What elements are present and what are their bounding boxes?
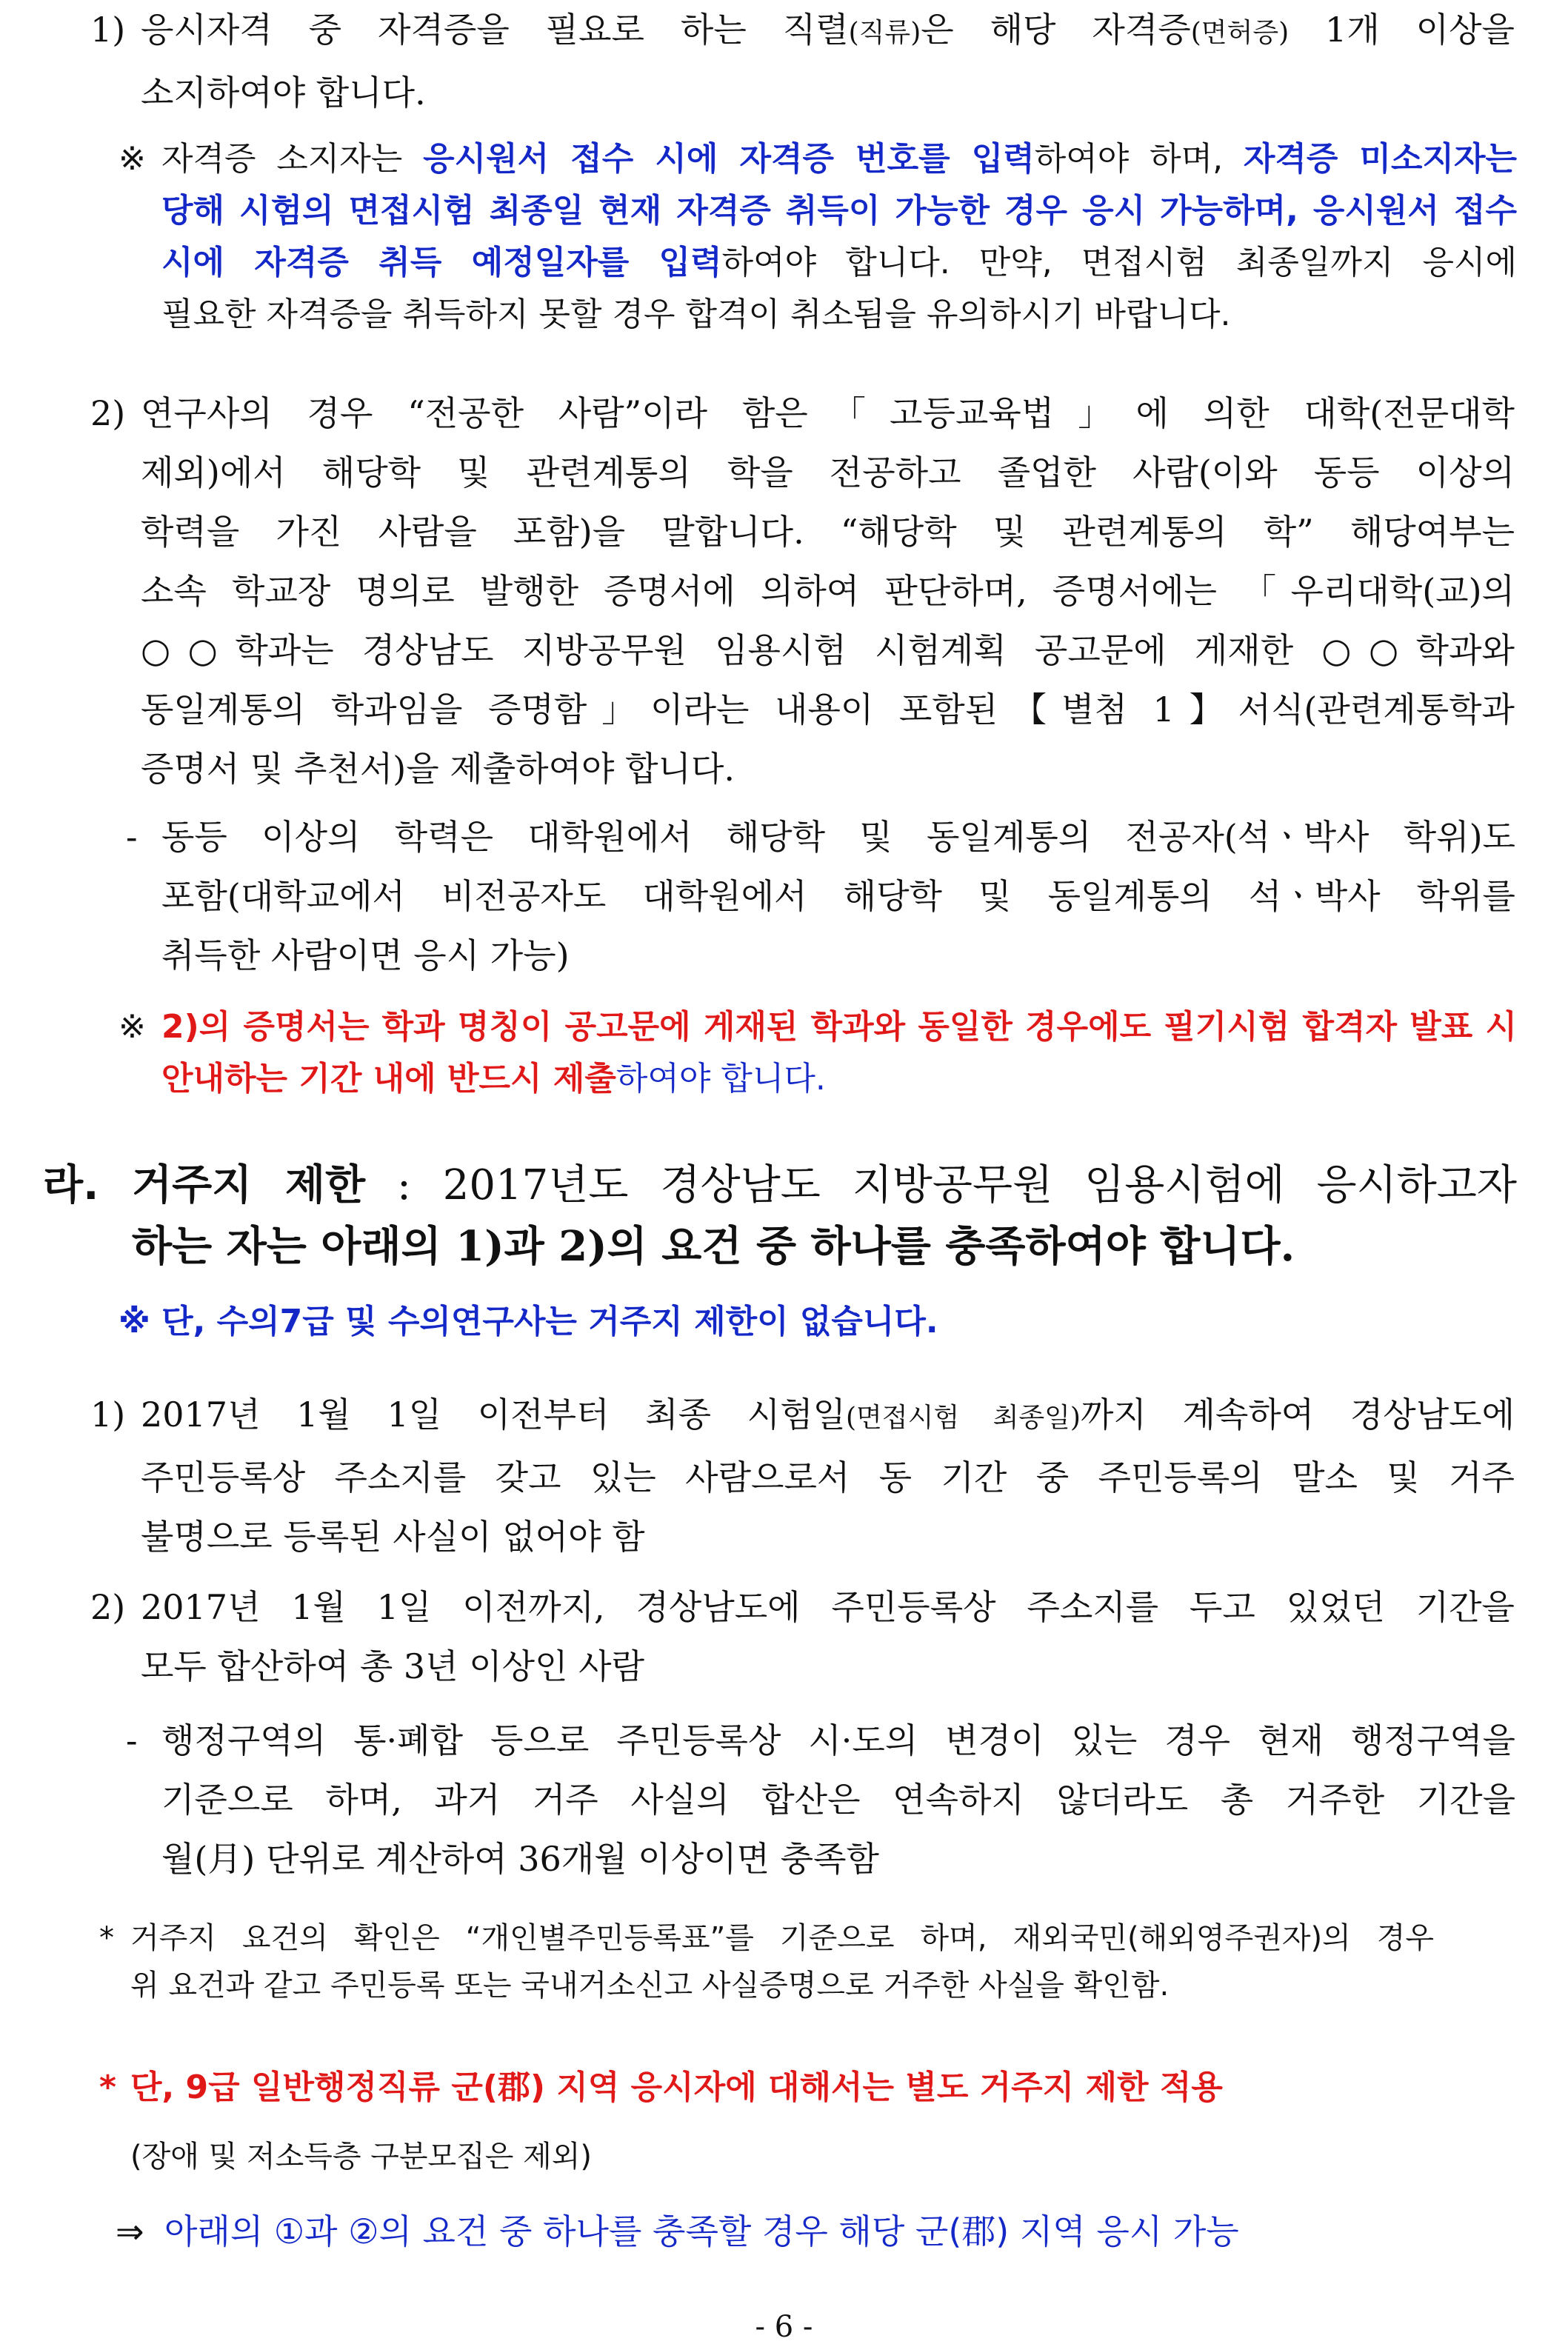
- item2-sub-line-1: 동등 이상의 학력은 대학원에서 해당학 및 동일계통의 전공자(석ㆍ박사 학위)도: [161, 817, 1515, 857]
- note1-line-2: 당해 시험의 면접시험 최종일 현재 자격증 취득이 가능한 경우 응시 가능하며, 응시원서 접수: [161, 192, 1517, 230]
- note1-mark: ※: [119, 140, 146, 178]
- item1-paragraph: [141, 0, 1515, 122]
- item2-line-7: 증명서 및 추천서)을 제출하여야 합니다.: [141, 749, 735, 789]
- item2-line-4: 소속 학교장 명의로 발행한 증명서에 의하여 판단하며, 증명서에는 「우리대학(교)의: [141, 571, 1515, 611]
- section-ra-note: ※ 단, 수의7급 및 수의연구사는 거주지 제한이 없습니다.: [119, 1303, 938, 1340]
- res2-paragraph: [141, 1577, 1515, 1696]
- note2-line-1: 2)의 증명서는 학과 명칭이 공고문에 게재된 학과와 동일한 경우에도 필기시험 합격자 발표 시: [161, 1008, 1517, 1046]
- item1-line-2: 소지하여야 합니다.: [141, 73, 426, 113]
- item1-line-1: 응시자격 중 자격증을 필요로 하는 직렬(직류)은 해당 자격증(면허증) 1개 이상을: [141, 10, 1515, 50]
- res1-line-1: 2017년 1월 1일 이전부터 최종 시험일(면접시험 최종일)까지 계속하여 경상남도에: [141, 1395, 1515, 1435]
- res1-line-3: 불명으로 등록된 사실이 없어야 함: [141, 1517, 645, 1557]
- item2-number: 2): [90, 393, 126, 433]
- item2-sub-line-3: 취득한 사람이면 응시 가능): [161, 935, 570, 975]
- res2-line-2: 모두 합산하여 총 3년 이상인 사람: [141, 1646, 645, 1686]
- res2-number: 2): [90, 1587, 126, 1627]
- section-ra-heading-line-2: 하는 자는 아래의 1)과 2)의 요건 중 하나를 충족하여야 합니다.: [132, 1222, 1295, 1271]
- item2-line-6: 동일계통의 학과임을 증명함」이라는 내용이 포함된【별첨 1】서식(관련계통학과: [141, 689, 1515, 729]
- note1-line-4: 필요한 자격증을 취득하지 못할 경우 합격이 취소됨을 유의하시기 바랍니다.: [161, 295, 1231, 333]
- star2-line-1: 단, 9급 일반행정직류 군(郡) 지역 응시자에 대해서는 별도 거주지 제한 적용: [130, 2068, 1223, 2106]
- note2-paragraph: [161, 1001, 1517, 1105]
- res2-sub-dash: -: [126, 1720, 138, 1760]
- res1-paragraph: [141, 1385, 1515, 1566]
- note1-paragraph: [161, 133, 1517, 341]
- item2-line-2: 제외)에서 해당학 및 관련계통의 학을 전공하고 졸업한 사람(이와 동등 이상의: [141, 453, 1515, 492]
- item2-sub-dash: -: [126, 817, 138, 857]
- note1-line-3: 시에 자격증 취득 예정일자를 입력하여야 합니다. 만약, 면접시험 최종일까지 응시에: [161, 244, 1518, 281]
- res2-sub-line-3: 월(月) 단위로 계산하여 36개월 이상이면 충족함: [161, 1839, 879, 1879]
- item2-line-1: 연구사의 경우 “전공한 사람”이라 함은「고등교육법」에 의한 대학(전문대학: [141, 393, 1515, 433]
- item1-number: 1): [90, 10, 126, 50]
- item2-sub-line-2: 포함(대학교에서 비전공자도 대학원에서 해당학 및 동일계통의 석ㆍ박사 학위를: [161, 876, 1515, 916]
- item2-line-5: ○○학과는 경상남도 지방공무원 임용시험 시험계획 공고문에 게재한 ○○학과와: [141, 630, 1515, 670]
- note2-mark: ※: [119, 1008, 146, 1046]
- arrow-mark: ⇒: [116, 2211, 144, 2251]
- star1-line-1: 거주지 요건의 확인은 “개인별주민등록표”를 기준으로 하며, 재외국민(해외영주권자)의 경우: [130, 1921, 1434, 1955]
- res2-sub-line-1: 행정구역의 통·폐합 등으로 주민등록상 시·도의 변경이 있는 경우 현재 행정구역을: [161, 1720, 1515, 1760]
- res1-number: 1): [90, 1395, 126, 1435]
- res2-line-1: 2017년 1월 1일 이전까지, 경상남도에 주민등록상 주소지를 두고 있었던 기간을: [141, 1587, 1515, 1627]
- note2-line-2: 안내하는 기간 내에 반드시 제출하여야 합니다.: [161, 1060, 826, 1098]
- star2-mark: *: [99, 2068, 117, 2106]
- res2-sub-line-2: 기준으로 하며, 과거 거주 사실의 합산은 연속하지 않더라도 총 거주한 기간을: [161, 1780, 1515, 1820]
- res1-line-2: 주민등록상 주소지를 갖고 있는 사람으로서 동 기간 중 주민등록의 말소 및 거주: [141, 1458, 1515, 1497]
- item2-paragraph: [141, 384, 1515, 798]
- page-number: - 6 -: [755, 2310, 813, 2344]
- item2-sub-paragraph: [161, 807, 1515, 985]
- star1-mark: *: [99, 1921, 114, 1955]
- item2-line-3: 학력을 가진 사람을 포함)을 말합니다. “해당학 및 관련계통의 학” 해당여부는: [141, 512, 1515, 552]
- section-ra-heading-line-1: 라. 거주지 제한 : 2017년도 경상남도 지방공무원 임용시험에 응시하고자: [43, 1161, 1517, 1209]
- star1-paragraph: [130, 1914, 1434, 2009]
- star2-line-2: (장애 및 저소득층 구분모집은 제외): [130, 2140, 593, 2174]
- res2-sub-paragraph: [161, 1711, 1515, 1889]
- arrow-note-text: 아래의 ①과 ②의 요건 중 하나를 충족할 경우 해당 군(郡) 지역 응시 가능: [164, 2211, 1239, 2251]
- star1-line-2: 위 요건과 같고 주민등록 또는 국내거소신고 사실증명으로 거주한 사실을 확인함.: [130, 1969, 1170, 2003]
- note1-line-1: 자격증 소지자는 응시원서 접수 시에 자격증 번호를 입력하여야 하며, 자격증 미소지자는: [161, 140, 1518, 178]
